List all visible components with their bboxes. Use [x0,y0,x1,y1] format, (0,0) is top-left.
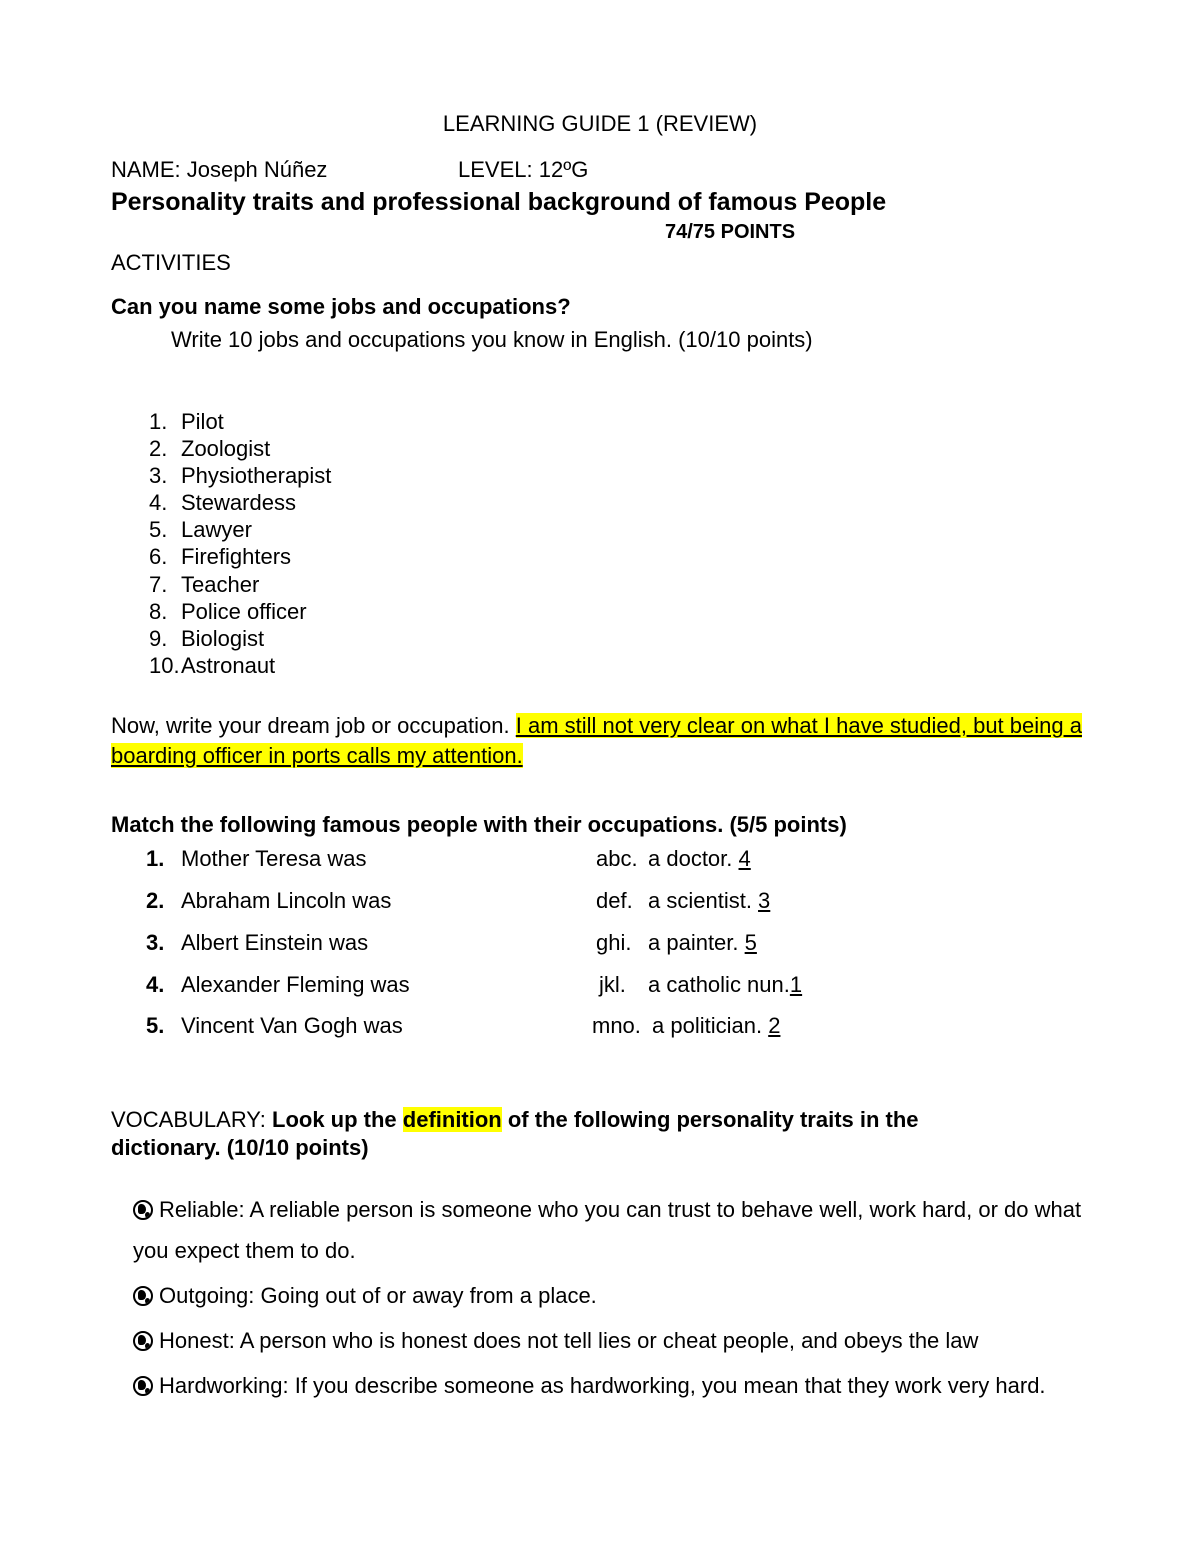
jobs-instruction: Write 10 jobs and occupations you know in English. (10/10 points) [171,327,813,352]
list-item: 7. Teacher [149,571,260,597]
list-item: 6. Firefighters [149,544,292,570]
list-item: 4. Stewardess [149,490,296,516]
jobs-list [111,408,331,679]
definition-item: Reliable: A reliable person is someone who you can trust to behave well, work hard, or do what you expect them to do. [133,1197,1082,1263]
vocabulary-instruction: VOCABULARY: Look up the definition of the following personality traits in the dictionary. (10/10 points) [111,1107,919,1160]
match-answer: 3 [758,888,771,913]
dream-answer: I am still not very clear on what I have studied, but being a boarding officer in ports calls my attention. [111,713,1082,768]
student-name: NAME: Joseph Núñez [111,157,328,182]
match-answer: 1 [789,972,803,997]
dream-job [111,711,1091,771]
globe-icon [133,1286,153,1306]
jobs-question: Can you name some jobs and occupations? [111,294,571,319]
section-heading: Personality traits and professional background of famous People [111,188,887,216]
globe-icon [133,1200,153,1220]
list-item: 5. Lawyer [149,517,252,543]
highlighted-word: definition [402,1107,502,1132]
list-item: 8. Police officer [149,598,307,624]
match-row: 4. Alexander Fleming was jkl. a catholic nun.1 [146,972,803,997]
activities-label: ACTIVITIES [111,250,231,275]
list-item: 2. Zoologist [149,436,271,462]
list-item: 1. Pilot [149,409,224,434]
match-row: 3. Albert Einstein was ghi. a painter. 5 [146,930,757,955]
definition-item: Hardworking: If you describe someone as hardworking, you mean that they work very hard. [133,1365,1063,1406]
match-question: Match the following famous people with their occupations. (5/5 points) [111,812,847,837]
total-points: 74/75 POINTS [665,221,796,243]
match-answer: 4 [738,846,751,871]
match-row: 1. Mother Teresa was abc. a doctor. 4 [146,846,751,871]
match-row: 2. Abraham Lincoln was def. a scientist. 3 [146,888,771,913]
definition-item: Honest: A person who is honest does not tell lies or cheat people, and obeys the law [133,1320,1083,1361]
student-level: LEVEL: 12ºG [458,157,589,182]
vocabulary-label: VOCABULARY: [111,1107,272,1132]
match-row: 5. Vincent Van Gogh was mno. a politician. 2 [146,1013,781,1038]
document-title: LEARNING GUIDE 1 (REVIEW) [442,111,758,136]
globe-icon [133,1376,153,1396]
list-item: 3. Physiotherapist [149,463,332,489]
match-answer: 5 [744,930,757,955]
definition-item: Outgoing: Going out of or away from a place. [133,1275,1083,1316]
list-item: 9. Biologist [149,625,265,651]
match-answer: 2 [768,1013,781,1038]
dream-prompt: Now, write your dream job or occupation. [111,713,516,738]
globe-icon [133,1331,153,1351]
list-item: 10. Astronaut [149,652,276,678]
